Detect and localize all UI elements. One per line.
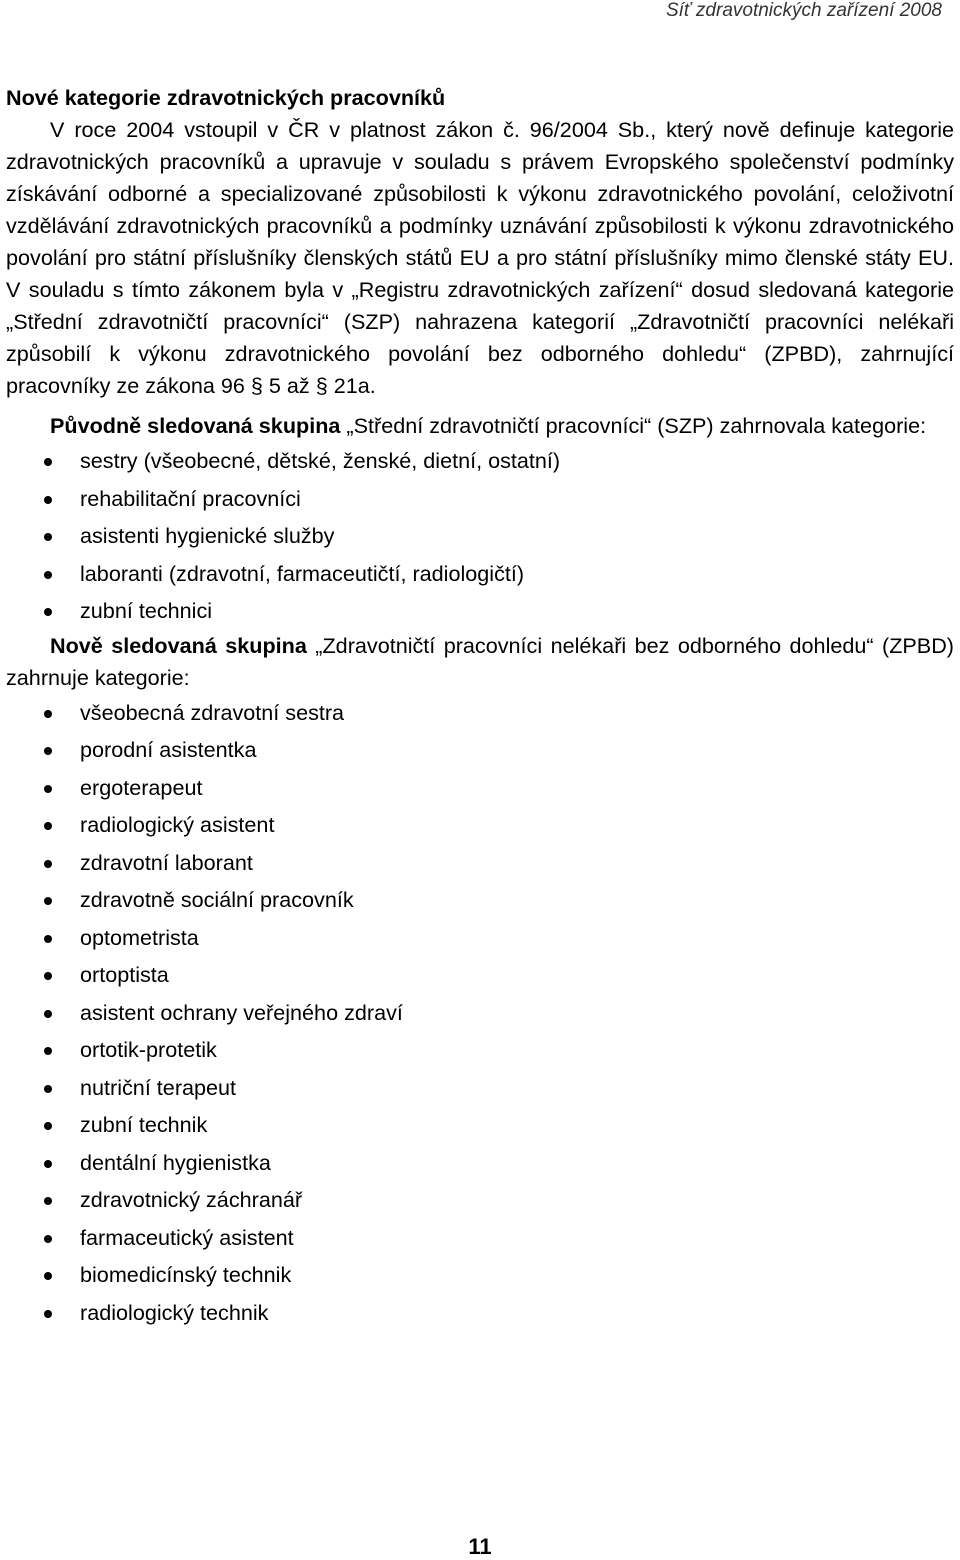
list-item: ergoterapeut [6,769,954,807]
page-content [6,82,954,1331]
list-item: zdravotnický záchranář [6,1181,954,1219]
list-item: ortoptista [6,956,954,994]
list-item: dentální hygienistka [6,1144,954,1182]
list-item: rehabilitační pracovníci [6,480,954,518]
list-item: optometrista [6,919,954,957]
list-item: zubní technik [6,1106,954,1144]
new-group-label: Nově sledovaná skupina [50,632,307,658]
list-item: porodní asistentka [6,731,954,769]
page-number: 11 [468,1534,492,1559]
section-title: Nové kategorie zdravotnických pracovníků [6,85,446,110]
list-item: všeobecná zdravotní sestra [6,694,954,732]
original-group-paragraph [6,410,954,442]
list-item: asistent ochrany veřejného zdraví [6,994,954,1032]
new-group-text: „Zdravotničtí pracovníci nelékaři bez odborného dohledu“ (ZPBD) zahrnuje kategorie: [6,632,954,690]
list-item: zdravotně sociální pracovník [6,881,954,919]
intro-paragraph: V roce 2004 vstoupil v ČR v platnost zákon č. 96/2004 Sb., který nově definuje kategorie zdravotnických pracovníků a upravuje v souladu s právem Evropského společenství podmínky získávání odborné a specializované způsobilosti k výkonu zdravotnického povolání, celoživotní vzdělávání zdravotnických pracovníků a podmínky uznávání způsobilosti k výkonu zdravotnického povolání pro státní příslušníky členských států EU a pro státní příslušníky mimo členské státy EU. V souladu s tímto zákonem byla v „Registru zdravotnických zařízení“ dosud sledovaná kategorie „Střední zdravotničtí pracovníci“ (SZP) nahrazena kategorií „Zdravotničtí pracovníci nelékaři způsobilí k výkonu zdravotnického povolání bez odborného dohledu“ (ZPBD), zahrnující pracovníky ze zákona 96 § 5 až § 21a. [6,117,954,398]
list-item: nutriční terapeut [6,1069,954,1107]
running-header: Síť zdravotnických zařízení 2008 [665,0,942,21]
list-item: zdravotní laborant [6,844,954,882]
new-group-paragraph [6,630,954,694]
list-item: asistenti hygienické služby [6,517,954,555]
original-group-text: „Střední zdravotničtí pracovníci“ (SZP) zahrnovala kategorie: [340,413,927,438]
list-item: sestry (všeobecné, dětské, ženské, dietní, ostatní) [6,442,954,480]
original-category-list [6,442,954,630]
list-item: laboranti (zdravotní, farmaceutičtí, radiologičtí) [6,555,954,593]
list-item: biomedicínský technik [6,1256,954,1294]
list-item: zubní technici [6,592,954,630]
list-item: radiologický asistent [6,806,954,844]
new-category-list [6,694,954,1332]
list-item: radiologický technik [6,1294,954,1332]
list-item: ortotik-protetik [6,1031,954,1069]
original-group-label: Původně sledovaná skupina [50,413,341,438]
list-item: farmaceutický asistent [6,1219,954,1257]
